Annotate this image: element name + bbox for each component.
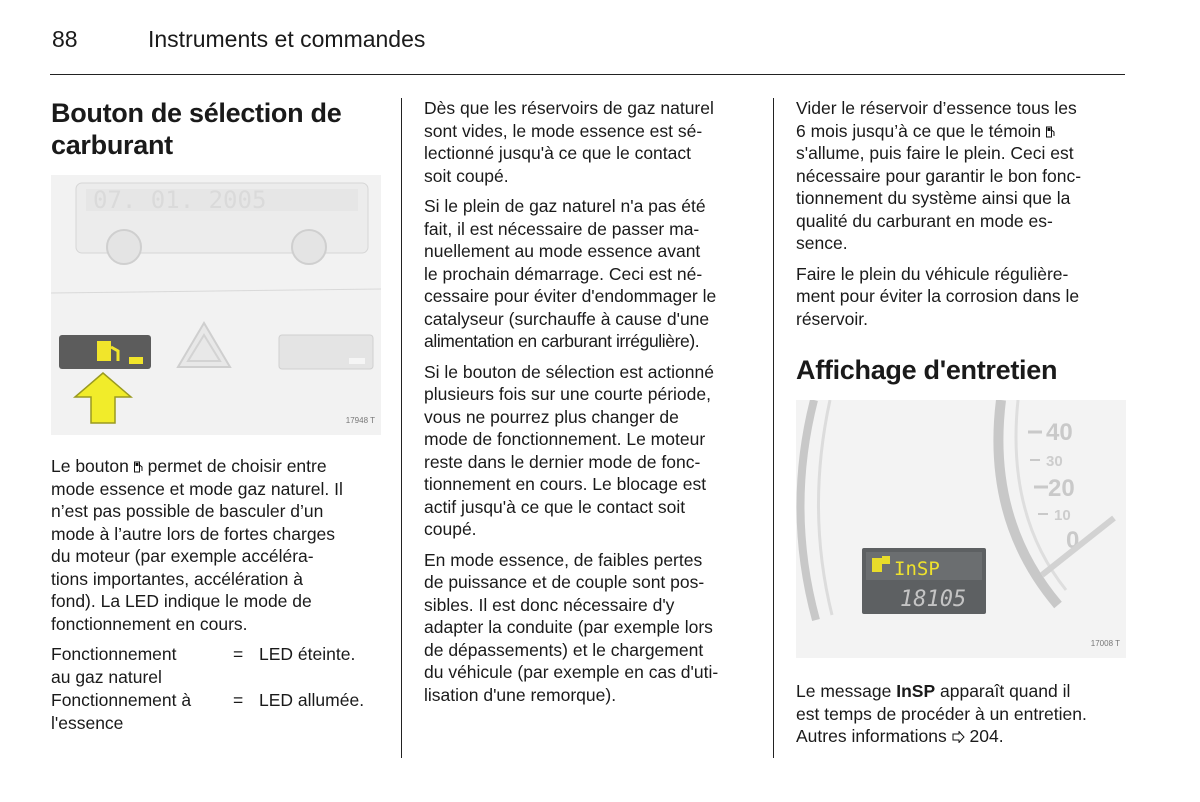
paragraph: Vider le réservoir d’essence tous les 6 mois jusqu’à ce que le témoin s'allume, puis faire le plein. Ceci est nécessaire pour garantir le bon fonc- tionnement du système ainsi que la qualité du carburant en mode es- sence. — [796, 98, 1082, 253]
page-reference[interactable]: 204. — [969, 726, 1004, 746]
text-line: mode à l’autre lors de fortes charges — [51, 523, 336, 544]
lcd-service-message: InSP — [894, 558, 940, 580]
page-reference-arrow-icon — [952, 731, 965, 743]
display-date: 07. 01. 2005 — [93, 186, 267, 214]
text-line: n’est pas possible de basculer d’un — [51, 501, 324, 521]
dashboard-illustration — [51, 175, 381, 435]
spec-label: Fonctionnement au gaz naturel — [51, 644, 177, 687]
fuel-pump-icon — [134, 461, 143, 473]
spec-value: LED allumée. — [259, 690, 365, 710]
paragraph-fuel-selector — [51, 455, 386, 635]
paragraph: Faire le plein du véhicule régulière- ment pour éviter la corrosion dans le réservoir. — [796, 263, 1080, 329]
spec-equals: = — [233, 644, 244, 664]
column-2 — [424, 97, 759, 714]
figure-code: 17008 T — [1090, 638, 1120, 648]
paragraph: Si le plein de gaz naturel n'a pas été fait, il est nécessaire de passer ma- nuellement au mode essence avant le prochain démarrage. Ceci est né- cessaire pour éviter d'endommager le catalyseur (surchauffe à cause d'une alimentation en carburant irrégulière). — [424, 196, 717, 351]
left-knob — [107, 230, 141, 264]
running-title: Instruments et commandes — [148, 26, 426, 52]
column-1 — [51, 97, 386, 735]
lcd-odometer: 18105 — [900, 587, 967, 612]
paragraph: Dès que les réservoirs de gaz naturel sont vides, le mode essence est sé- lectionné jusqu'à ce que le contact soit coupé. — [424, 98, 714, 186]
spec-row-gas — [51, 643, 386, 689]
text-line: du moteur (par exemple accéléra- — [51, 546, 314, 566]
section-heading-fuel-selector — [51, 97, 386, 161]
section-heading-service-display: Affichage d'entretien — [796, 355, 1058, 385]
gauge-label: 10 — [1054, 507, 1071, 524]
paragraph: Si le bouton de sélection est actionné plusieurs fois sur une courte période, vous ne pourrez plus changer de mode de fonctionnement. Le moteur reste dans le dernier mode de fonc- tionnement en cours. Le blocage est actif jusqu'à ce que le contact soit coupé. — [424, 361, 714, 539]
gauge-label: 40 — [1046, 419, 1073, 446]
spec-equals: = — [233, 690, 244, 710]
paragraph-service-message: Le message InSP apparaît quand il est temps de procéder à un entretien. Autres informations 204. — [796, 681, 1087, 746]
fuel-pump-icon — [1046, 126, 1055, 138]
text-line: mode essence et mode gaz naturel. Il — [51, 478, 343, 499]
column-divider-1 — [401, 98, 402, 758]
gauge-label: 0 — [1066, 527, 1080, 554]
text-line: fond). La LED indique le mode de — [51, 591, 312, 611]
spec-row-petrol — [51, 689, 386, 735]
heading-line: carburant — [51, 130, 173, 160]
instrument-cluster-illustration — [796, 400, 1126, 658]
spec-value: LED éteinte. — [259, 644, 356, 664]
service-display-figure — [796, 400, 1126, 658]
seat-warning-icon — [872, 558, 882, 572]
page-number: 88 — [52, 26, 78, 52]
column-divider-2 — [773, 98, 774, 758]
column-3 — [796, 97, 1131, 756]
gauge-label: 20 — [1048, 475, 1075, 502]
text-line: fonctionnement en cours. — [51, 613, 248, 634]
heading-line: Bouton de sélection de — [51, 98, 342, 128]
inline-bold-code: InSP — [896, 681, 936, 701]
spec-label: Fonctionnement à l'essence — [51, 690, 192, 733]
right-knob — [292, 230, 326, 264]
paragraph: En mode essence, de faibles pertes de puissance et de couple sont pos- sibles. Il est donc nécessaire d'y adapter la conduite (par exemple lors de dépassements) et le chargement du véhicule (par exemple en cas d'uti- lisation d'une remorque). — [424, 549, 719, 705]
text-line: tions importantes, accélération à — [51, 568, 303, 589]
led-indicator — [129, 357, 143, 364]
figure-code: 17948 T — [345, 415, 375, 425]
header-rule — [50, 74, 1125, 75]
gauge-label: 30 — [1046, 453, 1063, 470]
fuel-selector-figure — [51, 175, 381, 435]
text-line: Le bouton permet de choisir entre — [51, 456, 327, 476]
